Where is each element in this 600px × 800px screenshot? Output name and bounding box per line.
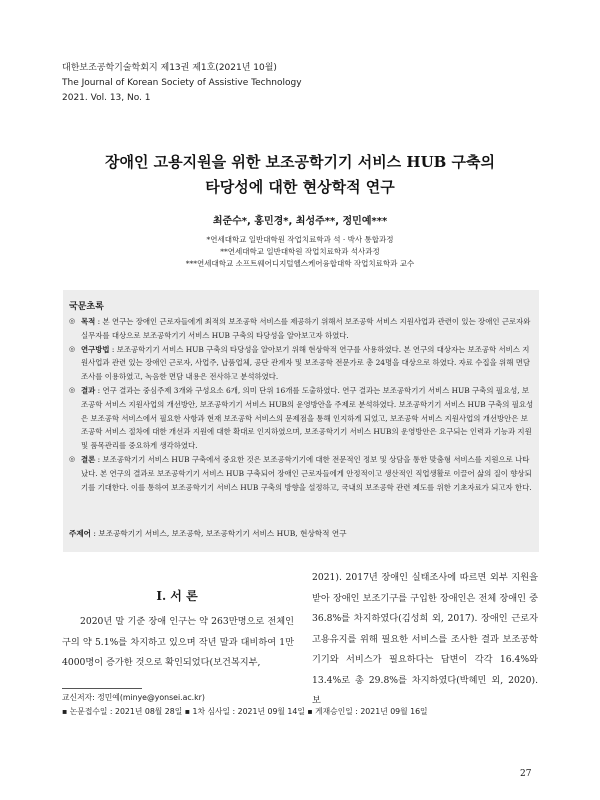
abstract-results-label: 결과 <box>81 385 96 395</box>
bullet-icon: ◎ <box>69 454 76 463</box>
journal-title-korean: 대한보조공학기술학회지 제13권 제1호(2021년 10월) <box>62 63 277 73</box>
affiliation-2: **연세대학교 일반대학원 작업치료학과 석사과정 <box>220 247 380 256</box>
bullet-icon: ◎ <box>69 344 76 353</box>
body-text-left-column: 2020년 말 기준 장애 인구는 약 263만명으로 전체인구의 약 5.1%를 차지하고 있으며 작년 말과 대비하여 1만4000명이 증가한 것으로 확인되었다(보건복지부, <box>62 616 294 668</box>
submission-dates: ▪ 논문접수일 : 2021년 08월 28일 ▪ 1차 심사일 : 2021년 09월 14일 ▪ 게재승인일 : 2021년 09월 16일 <box>62 707 428 716</box>
abstract-methods-text: : 보조공학기기 서비스 HUB 구축의 타당성을 알아보기 위해 현상학적 연구를 사용하였다. 본 연구의 대상자는 보조공학 서비스 지원사업과 관련 있는 장애인 근로자, 사업주, 납품업체, 공단 관계자 및 보조공학 전문가로 총 24명을 대상으로 하였다. 자료 수집을 위해 면담 조사를 이용하였고, 녹음한 면담 내용은 전사하고 분석하였다. <box>81 344 530 382</box>
abstract-results <box>69 384 535 453</box>
correspondence-author: 교신저자: 정민예(minye@yonsei.ac.kr) <box>62 693 205 702</box>
keywords-label: 주제어 <box>69 529 92 538</box>
abstract-methods <box>69 343 535 384</box>
abstract-purpose-label: 목적 <box>81 317 96 326</box>
keywords-text: : 보조공학기기 서비스, 보조공학, 보조공학기기 서비스 HUB, 현상학적 연구 <box>91 529 347 538</box>
affiliation-1: *연세대학교 일반대학원 작업치료학과 석 · 박사 통합과정 <box>206 235 394 244</box>
abstract-methods-label: 연구방법 <box>81 344 110 354</box>
footnote-divider <box>62 688 142 689</box>
abstract-body <box>69 315 535 494</box>
body-text-right-column: 2021). 2017년 장애인 실태조사에 따르면 외부 지원을 받아 장애인 보조기구를 구입한 장애인은 전체 장애인 중 36.8%를 차지하였다(김성희 외, 2017). 장애인 근로자 고용유지를 위해 필요한 서비스를 조사한 결과 보조공학 기기와 서비스가 필요하다는 답변이 각각 16.4%와 13.4%로 총 29.8%를 차지하였다(박혜민 외, 2020). 보 <box>312 572 538 706</box>
abstract-conclusion-text: : 보조공학기기 서비스 HUB 구축에서 중요한 것은 보조공학기기에 대한 전문적인 정보 및 상담을 통한 맞춤형 서비스를 지원으로 나타났다. 본 연구의 결과로 보조공학기기 서비스 HUB 구축되어 장애인 근로자들에게 안정적이고 생산적인 직업생활로 이끌어 삶의 질이 향상되기를 기대한다. 이를 통하여 보조공학기기 서비스 HUB 구축의 방향을 설정하고, 국내의 보조공학 관련 제도를 위한 기초자료가 되고자 한다. <box>81 454 532 492</box>
paper-title-line-2: 타당성에 대한 현상학적 연구 <box>205 178 395 196</box>
abstract-results-text: : 연구 결과는 중심주제 3개와 구성요소 6개, 의미 단위 16개를 도출하였다. 연구 결과는 보조공학기기 서비스 HUB 구축의 필요성, 보조공학 서비스 지원사업의 개선방안, 보조공학기기 서비스 HUB의 운영방안을 주제로 분석하였다. 보조공학기기 서비스 HUB 구축의 필요성은 보조공학 서비스에서 필요한 사항과 현재 보조공학 서비스의 문제점을 통해 인지하게 되었고, 보조공학 서비스 지원사업의 개선방안은 보조공학 서비스 절차에 대한 개선과 지원에 대한 확대로 인지하였으며, 보조공학기기 서비스 HUB의 운영방안은 요구되는 인력과 기능과 지원 및 품목관리를 중요하게 생각하였다. <box>81 385 534 451</box>
paper-title-line-1: 장애인 고용지원을 위한 보조공학기기 서비스 HUB 구축의 <box>104 153 496 171</box>
keywords <box>69 528 347 539</box>
author-list: 최준수*, 홍민경*, 최성주**, 정민예*** <box>212 216 388 227</box>
section-heading-introduction: Ⅰ. 서 론 <box>156 589 198 603</box>
journal-volume: 2021. Vol. 13, No. 1 <box>62 93 151 103</box>
abstract-purpose <box>69 315 535 343</box>
abstract-conclusion-label: 결론 <box>81 454 96 464</box>
bullet-icon: ◎ <box>69 317 76 325</box>
abstract-conclusion <box>69 453 535 494</box>
abstract-purpose-text: : 본 연구는 장애인 근로자들에게 최적의 보조공학 서비스를 제공하기 위해서 보조공학 서비스 지원사업과 관련이 있는 장애인 근로자와 실무자를 대상으로 보조공학기기 서비스 HUB 구축의 타당성을 알아보고자 하였다. <box>81 317 531 340</box>
affiliation-3: ***연세대학교 소프트웨어디지털헬스케어융합대학 작업치료학과 교수 <box>185 259 415 268</box>
abstract-heading: 국문초록 <box>69 302 104 312</box>
page-number: 27 <box>520 769 532 779</box>
journal-title-english: The Journal of Korean Society of Assistive Technology <box>62 78 302 88</box>
bullet-icon: ◎ <box>69 385 76 394</box>
